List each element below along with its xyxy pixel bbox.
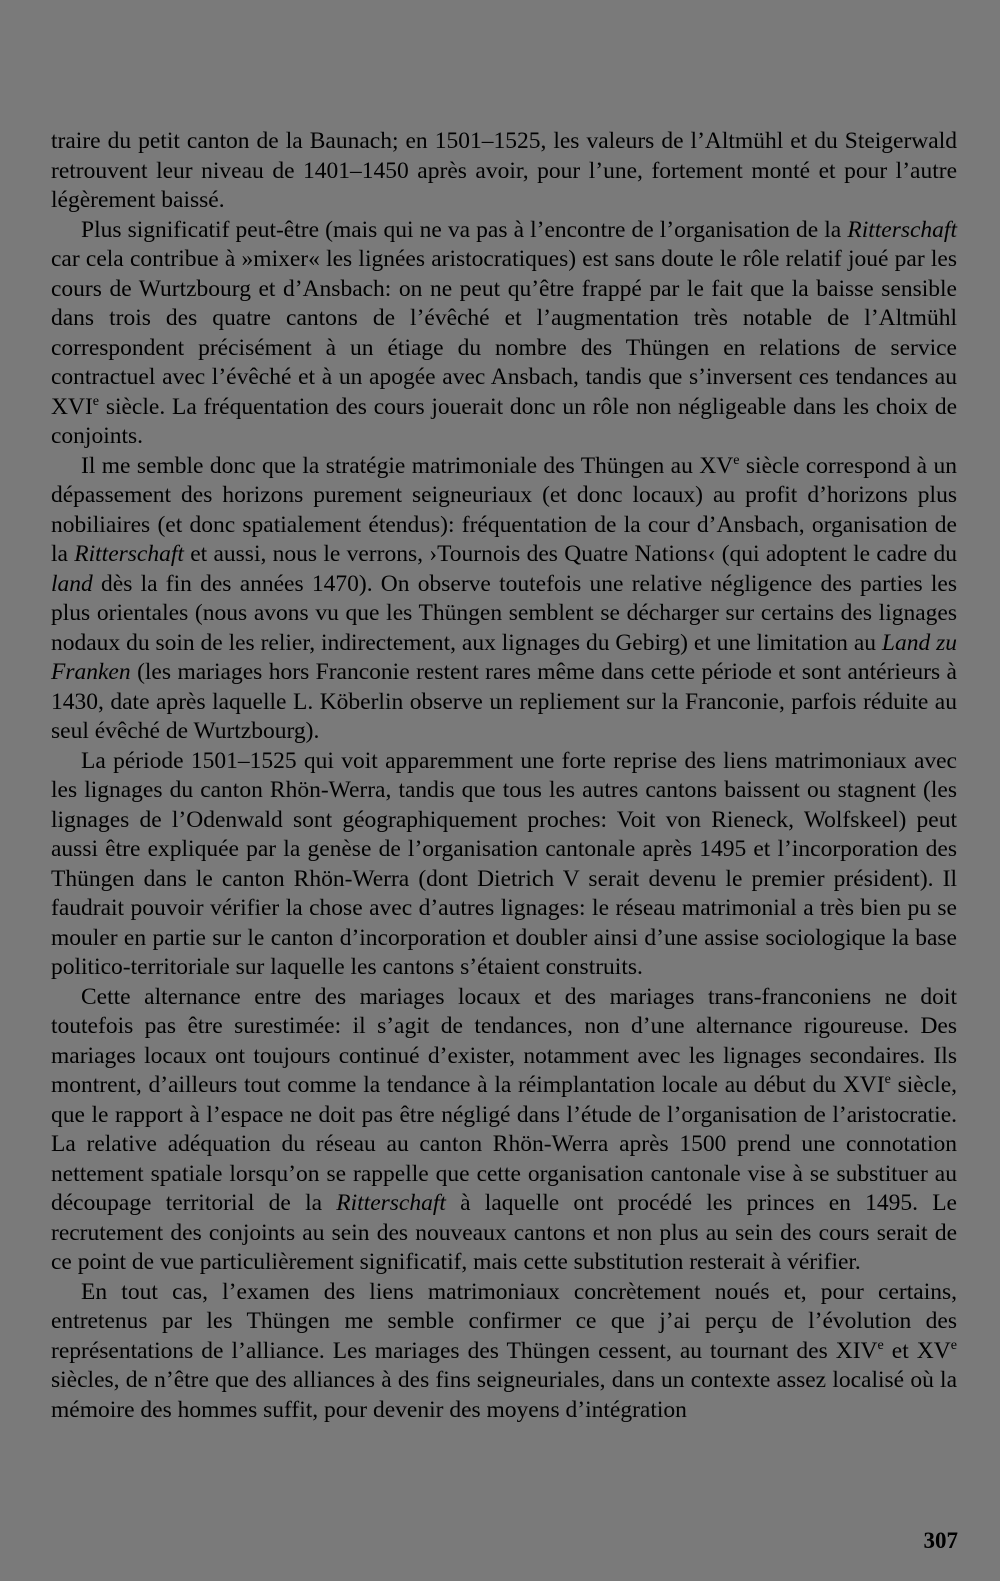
body-text [51, 127, 957, 1425]
text-run: Il me semble donc que la stratégie matrimoniale des Thüngen au XV [81, 452, 734, 479]
paragraph [51, 983, 957, 1278]
italic-term: Ritterschaft [74, 541, 184, 567]
superscript: e [950, 1336, 957, 1353]
text-run: Plus significatif peut-être (mais qui ne va pas à l’encontre de l’organisation de la [81, 216, 848, 243]
italic-term: Land zu Franken [51, 629, 957, 685]
italic-term: Ritterschaft [336, 1190, 446, 1216]
text-run: (les mariages hors Franconie restent rares même dans cette période et sont antérieurs à 1430, date après laquelle L. Köberlin observe un repliement sur la Franconie, parfois réduite au seul évêché de Wurtzbourg). [51, 659, 957, 744]
text-run: et XV [883, 1337, 951, 1364]
paragraph [51, 1278, 957, 1426]
superscript: e [733, 451, 740, 468]
text-run: siècles, de n’être que des alliances à des fins seigneuriales, dans un contexte assez localisé où la mémoire des hommes suffit, pour devenir des moyens d’intégration [51, 1367, 957, 1423]
italic-term: land [51, 570, 93, 597]
paragraph [51, 127, 957, 216]
text-run: Cette alternance entre des mariages locaux et des mariages trans-franconiens ne doit toutefois pas être surestimée: il s’agit de tendances, non d’une alternance rigoureuse. Des mariages locaux ont toujours continué d’exister, notamment avec les lignages secondaires. Ils montrent, d’ailleurs tout comme la tendance à la réimplantation locale au début du XVI [51, 983, 957, 1098]
paragraph [51, 216, 957, 452]
page-number: 307 [923, 1528, 958, 1553]
text-run: siècle, que le rapport à l’espace ne doit pas être négligé dans l’étude de l’organisation de l’aristocratie. La relative adéquation du réseau au canton Rhön-Werra après 1500 prend une connotation nettement spatiale lorsqu’on se rappelle que cette organisation cantonale vise à se substituer au découpage territorial de la [51, 1072, 957, 1216]
text-run: siècle correspond à un dépassement des horizons purement seigneuriaux (et donc locaux) au profit d’horizons plus nobiliaires (et donc spatialement étendus): fréquentation de la cour d’Ansbach, organisation de la [51, 452, 957, 567]
text-run: traire du petit canton de la Baunach; en 1501–1525, les valeurs de l’Altmühl et du Steigerwald retrouvent leur niveau de 1401–1450 après avoir, pour l’une, fortement monté et pour l’autre légèrement baissé. [51, 128, 957, 213]
text-run: En tout cas, l’examen des liens matrimoniaux concrètement noués et, pour certains, entretenus par les Thüngen me semble confirmer ce que j’ai perçu de l’évolution des représentations de l’alliance. Les mariages des Thüngen cessent, au tournant des XIV [51, 1278, 957, 1364]
text-run: dès la fin des années 1470). On observe toutefois une relative négligence des parties les plus orientales (nous avons vu que les Thüngen semblent se décharger sur certains des lignages nodaux du soin de les relier, indirectement, aux lignages du Gebirg) et une limitation au [51, 570, 957, 656]
text-run: siècle. La fréquentation des cours jouerait donc un rôle non négligeable dans les choix de conjoints. [51, 393, 957, 449]
superscript: e [884, 1071, 891, 1088]
superscript: e [92, 392, 100, 409]
text-run: et aussi, nous le verrons, ›Tournois des Quatre Nations‹ (qui adoptent le cadre du [183, 541, 957, 567]
paragraph [51, 452, 957, 747]
text-run: à laquelle ont procédé les princes en 1495. Le recrutement des conjoints au sein des nouveaux cantons et non plus au sein des cours serait de ce point de vue particulièrement significatif, mais cette substitution resterait à vérifier. [51, 1190, 957, 1275]
text-run: car cela contribue à »mixer« les lignées aristocratiques) est sans doute le rôle relatif joué par les cours de Wurtzbourg et d’Ansbach: on ne peut qu’être frappé par le fait que la baisse sensible dans trois des quatre cantons de l’évêché et l’augmentation très notable de l’Altmühl correspondent précisément à un étiage du nombre des Thüngen en relations de service contractuel avec l’évêché et à un apogée avec Ansbach, tandis que s’inversent ces tendances au XVI [51, 246, 957, 420]
text-run: La période 1501–1525 qui voit apparemment une forte reprise des liens matrimoniaux avec les lignages du canton Rhön-Werra, tandis que tous les autres cantons baissent ou stagnent (les lignages de l’Odenwald sont géographiquement proches: Voit von Rieneck, Wolfskeel) peut aussi être expliquée par la genèse de l’organisation cantonale après 1495 et l’incorporation des Thüngen dans le canton Rhön-Werra (dont Dietrich V serait devenu le premier président). Il faudrait pouvoir vérifier la chose avec d’autres lignages: le réseau matrimonial a très bien pu se mouler en partie sur le canton d’incorporation et doubler ainsi d’une assise sociologique la base politico-territoriale sur laquelle les cantons s’étaient construits. [51, 747, 957, 980]
superscript: e [877, 1336, 884, 1353]
italic-term: Ritterschaft [847, 216, 957, 243]
paragraph [51, 747, 957, 983]
